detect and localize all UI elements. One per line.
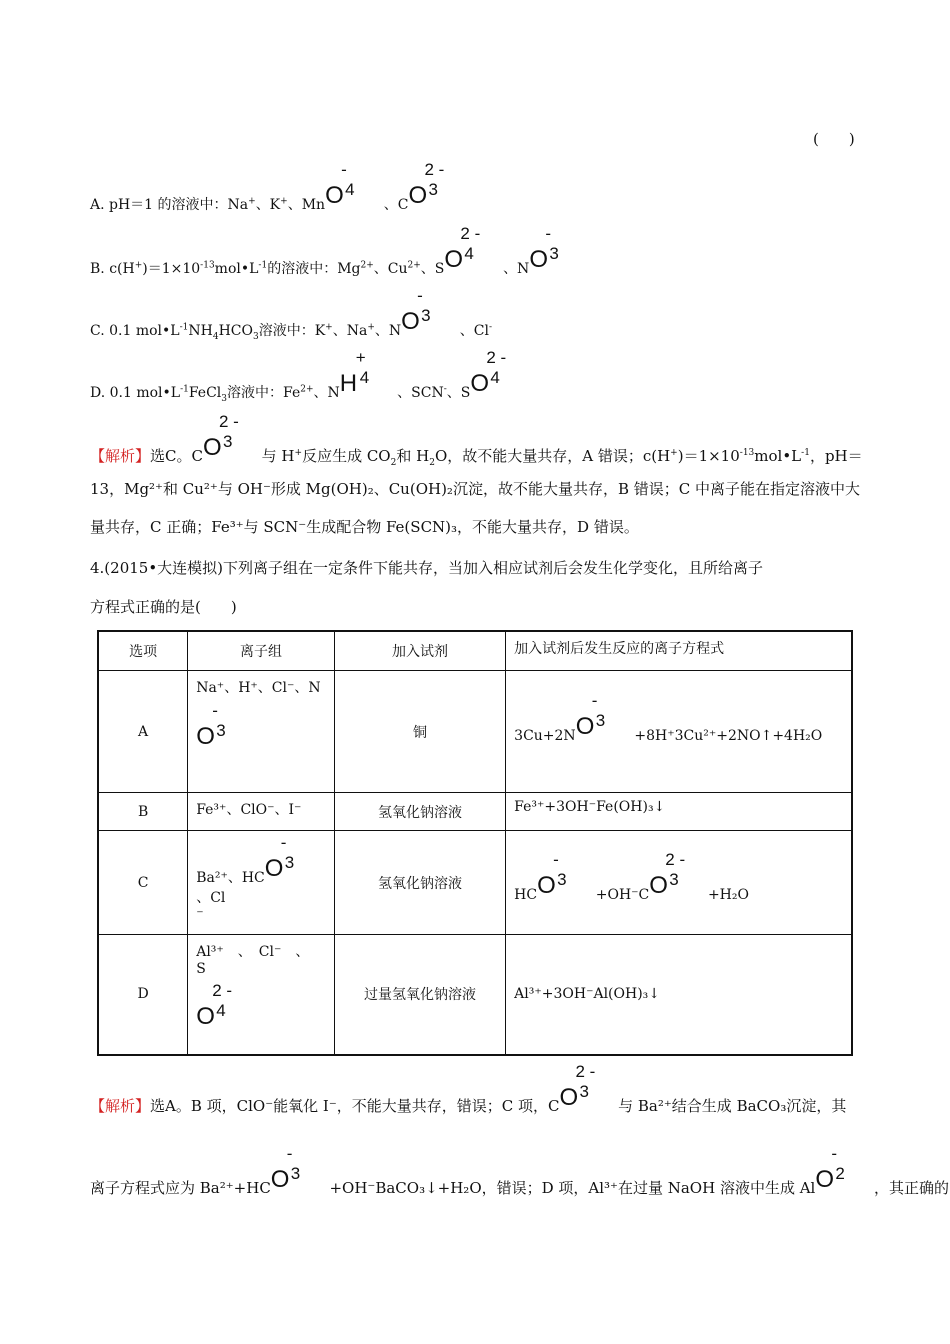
table-row: D Al³⁺ 、 Cl⁻ 、 S O 2 - 4 过量氢氧化钠溶液 Al³⁺+3OH⁻Al(OH)₃↓: [98, 935, 852, 1055]
ammonium-ion: H + 4: [339, 348, 370, 397]
header-reagent: 加入试剂: [334, 631, 505, 671]
option-a: A. pH＝1 的溶液中：Na+、K+、MnO - 4 、CO 2 - 3: [90, 188, 467, 214]
header-equation: 加入试剂后发生反应的离子方程式: [506, 631, 852, 671]
question-4-line-1: 4.(2015•大连模拟)下列离子组在一定条件下能共存，当加入相应试剂后会发生化学变化，且所给离子: [90, 559, 764, 577]
sulfate-ion: O 2 - 4: [196, 981, 233, 1030]
nitrate-ion: O - 3: [529, 224, 559, 273]
question-4-line-2: 方程式正确的是( ): [90, 598, 237, 616]
header-ions: 离子组: [188, 631, 335, 671]
table-row: B Fe³⁺、ClO⁻、I⁻ 氢氧化钠溶液 Fe³⁺+3OH⁻Fe(OH)₃↓: [98, 793, 852, 831]
carbonate-ion: O 2 - 3: [202, 412, 239, 461]
analysis-tag: 【解析】: [90, 447, 151, 465]
carbonate-ion: O 2 - 3: [559, 1062, 596, 1111]
table-row: C Ba²⁺、HCO - 3 、Cl ⁻ 氢氧化钠溶液 HCO - 3 +OH⁻CO 2 - 3 +H₂O: [98, 831, 852, 935]
nitrate-ion: O - 3: [196, 701, 226, 750]
options-table: [97, 630, 853, 1056]
analysis-2-line-2: 离子方程式应为 Ba²⁺+HCO - 3 +OH⁻BaCO₃↓+H₂O，错误；D 项，Al³⁺在过量 NaOH 溶液中生成 AlO - 2 ，其正确的: [90, 1144, 950, 1197]
option-c: C. 0.1 $mol•L^{-1}NH_4HCO_3$溶液中：K+、Na+、NO - 3 、Cl-: [90, 286, 493, 342]
table-row: A Na⁺、H⁺、Cl⁻、N O - 3 铜 3Cu+2NO - 3 +8H⁺3Cu²⁺+2NO↑+4H₂O: [98, 671, 852, 793]
carbonate-ion: O 2 - 3: [408, 160, 445, 209]
table-header-row: [98, 631, 852, 671]
header-option: 选项: [98, 631, 188, 671]
sulfate-ion: O 2 - 4: [444, 224, 481, 273]
analysis-tag: 【解析】: [90, 1097, 151, 1115]
aluminate-ion: O - 2: [815, 1144, 845, 1193]
bicarbonate-ion: O - 3: [270, 1144, 301, 1193]
bicarbonate-ion: O - 3: [537, 850, 567, 899]
answer-parenthesis: ( ): [813, 130, 855, 148]
option-b: B. $c(H^+)=1\times 10^{-13}mol•L^{-1}$的溶液中：$Mg^{2+}$、$Cu^{2+}$、SO 2 - 4 、NO - 3: [90, 252, 588, 278]
analysis-1-line-1: 【解析】选C。CO 2 - 3 与 H+反应生成 $CO_2$和 $H_2O$，故不能大量共存，A 错误；$c(H^+)=1\times 10^{-13}mol•L^{-1}$，pH＝: [90, 412, 863, 468]
analysis-1-line-3: 量共存，C 正确；Fe³⁺与 SCN⁻生成配合物 Fe(SCN)₃，不能大量共存，D 错误。: [90, 518, 639, 536]
sulfate-ion: O 2 - 4: [470, 348, 507, 397]
nitrate-ion: O - 3: [401, 286, 431, 335]
nitrate-ion: O - 3: [575, 691, 606, 740]
permanganate-ion: O - 4: [325, 160, 355, 209]
bicarbonate-ion: O - 3: [264, 833, 295, 882]
analysis-2-line-1: 【解析】选A。B 项，ClO⁻能氧化 I⁻，不能大量共存，错误；C 项，CO 2 - 3 与 Ba²⁺结合生成 BaCO₃沉淀，其: [90, 1062, 847, 1115]
carbonate-ion: O 2 - 3: [649, 850, 686, 899]
analysis-1-line-2: 13，Mg²⁺和 Cu²⁺与 OH⁻形成 Mg(OH)₂、Cu(OH)₂沉淀，故不能大量共存，B 错误；C 中离子能在指定溶液中大: [90, 480, 860, 498]
option-d: D. 0.1 $mol•L^{-1}FeCl_3$溶液中：$Fe^{2+}$、NH + 4 、SCN-、SO 2 - 4: [90, 376, 529, 402]
